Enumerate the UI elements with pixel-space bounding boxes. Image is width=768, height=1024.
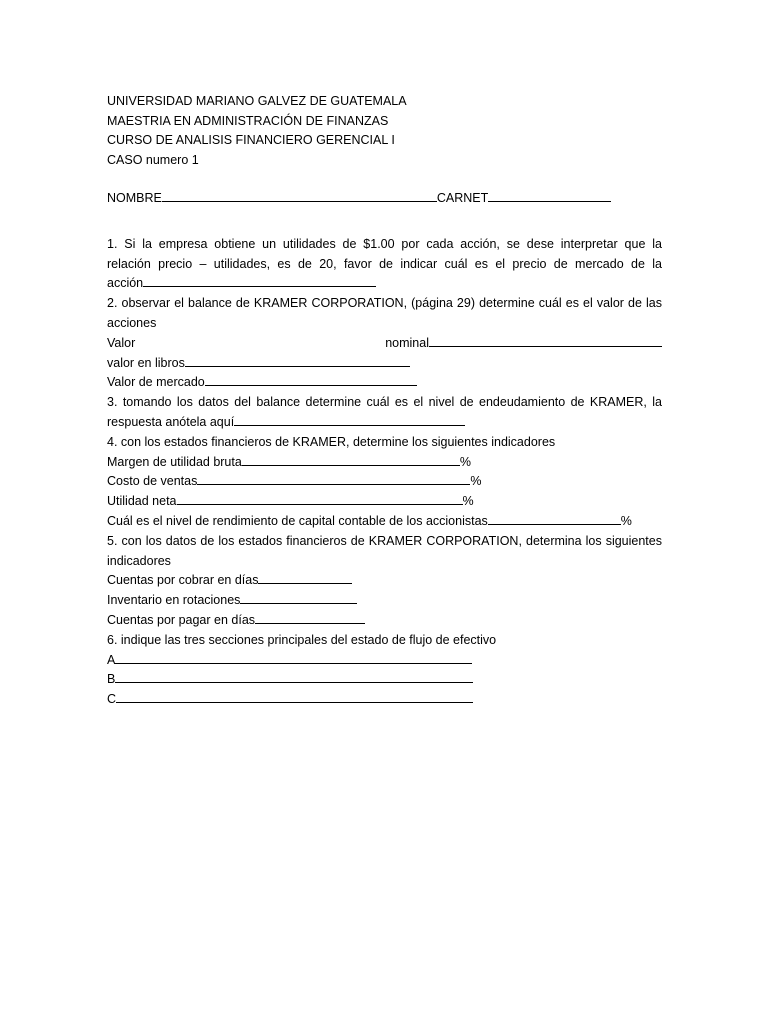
q1-line-2: relación precio – utilidades, es de 20, favor de indicar cuál es el precio de mercado de la: [107, 256, 662, 271]
q4-margen-row: [107, 453, 662, 473]
percent-sign: %: [462, 494, 474, 509]
q5-pagar-blank[interactable]: [255, 612, 365, 624]
name-label: NOMBRE: [107, 191, 162, 205]
q3-line-2: respuesta anótela aquí: [107, 414, 235, 429]
q5-inventario-row: [107, 591, 662, 611]
name-blank[interactable]: [162, 190, 437, 202]
q6-c-blank[interactable]: [116, 691, 473, 703]
id-label: CARNET: [436, 191, 489, 205]
q4-margen-blank[interactable]: [242, 454, 460, 466]
q4-rendimiento-blank[interactable]: [488, 513, 621, 525]
q6-a-blank[interactable]: [115, 652, 472, 664]
q6-line-1: 6. indique las tres secciones principales del estado de flujo de efectivo: [107, 632, 497, 647]
q5-inventario-label: Inventario en rotaciones: [107, 593, 241, 608]
q1-line-3: acción: [107, 276, 144, 291]
q1-answer-blank[interactable]: [143, 275, 376, 287]
q2-nominal-label: nominal: [385, 335, 429, 350]
q5-pagar-row: [107, 611, 662, 631]
q6-a-row: [107, 651, 662, 671]
q2-line-2: acciones: [107, 315, 157, 330]
document-header: [107, 92, 662, 170]
q4-costo-blank[interactable]: [197, 473, 470, 485]
percent-sign: %: [620, 513, 632, 528]
q4-line-1: 4. con los estados financieros de KRAMER, determine los siguientes indicadores: [107, 434, 556, 449]
q5-inventario-blank[interactable]: [240, 592, 357, 604]
q2-line-1: 2. observar el balance de KRAMER CORPORATION, (página 29) determine cuál es el valor de las: [107, 296, 662, 311]
q2-nominal-blank[interactable]: [429, 335, 662, 347]
q6-b-label: B: [107, 672, 116, 687]
q5-line-1: 5. con los datos de los estados financieros de KRAMER CORPORATION, determina los siguientes: [107, 533, 662, 548]
q3-line-1: 3. tomando los datos del balance determine cuál es el nivel de endeudamiento de KRAMER, la: [107, 395, 662, 410]
q2-nominal-row: [107, 334, 662, 354]
q2-valor-label: Valor: [107, 335, 136, 350]
q4-utilidad-blank[interactable]: [177, 493, 463, 505]
student-info-row: [107, 189, 662, 209]
q6-a-label: A: [107, 652, 116, 667]
q4-rendimiento-row: [107, 512, 662, 532]
q4-costo-row: [107, 472, 662, 492]
q5-pagar-label: Cuentas por pagar en días: [107, 612, 256, 627]
program-name: MAESTRIA EN ADMINISTRACIÓN DE FINANZAS: [107, 113, 389, 128]
q2-libros-label: valor en libros: [107, 355, 185, 370]
q2-libros-row: [107, 354, 662, 374]
id-blank[interactable]: [488, 190, 611, 202]
q4-utilidad-row: [107, 492, 662, 512]
q5-line-2: indicadores: [107, 553, 171, 568]
q2-mercado-label: Valor de mercado: [107, 375, 205, 390]
q2-libros-blank[interactable]: [185, 355, 410, 367]
q4-utilidad-label: Utilidad neta: [107, 494, 177, 509]
q2-mercado-row: [107, 373, 662, 393]
university-name: UNIVERSIDAD MARIANO GALVEZ DE GUATEMALA: [107, 94, 407, 108]
q6-c-row: [107, 690, 662, 710]
q5-cobrar-blank[interactable]: [258, 572, 352, 584]
q4-rendimiento-label: Cuál es el nivel de rendimiento de capital contable de los accionistas: [107, 513, 488, 528]
case-number: CASO numero 1: [107, 152, 199, 167]
percent-sign: %: [459, 454, 471, 469]
q3-answer-row: [107, 413, 662, 433]
percent-sign: %: [470, 474, 482, 489]
course-name: CURSO DE ANALISIS FINANCIERO GERENCIAL I: [107, 133, 395, 147]
q6-b-blank[interactable]: [115, 671, 473, 683]
q2-mercado-blank[interactable]: [205, 374, 417, 386]
q5-cobrar-row: [107, 571, 662, 591]
q1-answer-row: [107, 274, 662, 294]
q4-margen-label: Margen de utilidad bruta: [107, 454, 242, 469]
q5-cobrar-label: Cuentas por cobrar en días: [107, 573, 259, 588]
q3-answer-blank[interactable]: [234, 414, 465, 426]
q6-b-row: [107, 670, 662, 690]
q1-line-1: 1. Si la empresa obtiene un utilidades de $1.00 por cada acción, se dese interpretar que la: [107, 236, 662, 251]
q6-c-label: C: [107, 692, 117, 707]
q4-costo-label: Costo de ventas: [107, 474, 198, 489]
